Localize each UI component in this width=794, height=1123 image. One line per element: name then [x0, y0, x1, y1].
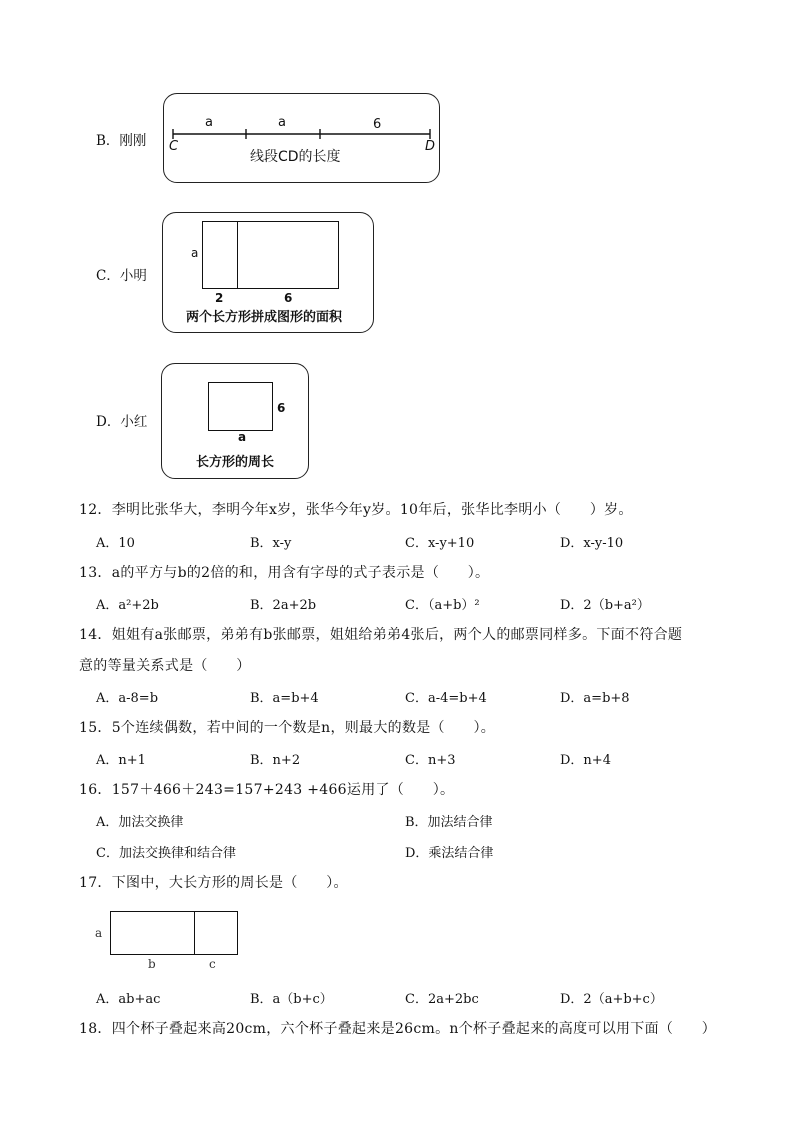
question-14 [79, 624, 682, 644]
q17-option-c[interactable]: C．2a+2bc [405, 992, 479, 1007]
width-label-6: 6 [284, 291, 293, 305]
question-18 [79, 1018, 716, 1038]
question-15 [79, 717, 495, 737]
question-text: a的平方与b的2倍的和，用含有字母的式子表示是（ ）。 [111, 565, 490, 581]
q15-option-a[interactable]: A．n+1 [96, 753, 146, 768]
q17-figure [90, 906, 250, 972]
option-b-label[interactable]: B．刚刚 [96, 133, 147, 149]
divider-line [194, 911, 195, 955]
q16-option-a[interactable]: A．加法交换律 [96, 815, 184, 830]
width-label-c: c [209, 957, 216, 971]
question-number: 15． [79, 720, 112, 736]
question-14-continued: 意的等量关系式是（ ） [79, 658, 251, 674]
q16-option-d[interactable]: D．乘法结合律 [405, 846, 494, 861]
big-rectangle [110, 911, 238, 955]
big-rectangle [202, 221, 339, 289]
question-number: 12． [79, 502, 112, 518]
q12-option-a[interactable]: A．10 [96, 536, 135, 551]
figure-caption: 长方形的周长 [196, 455, 275, 470]
segment-label-a1: a [205, 115, 213, 130]
q14-option-d[interactable]: D．a=b+8 [560, 691, 630, 706]
q14-option-b[interactable]: B．a=b+4 [250, 691, 319, 706]
bottom-label-a: a [238, 430, 247, 444]
endpoint-d: D [425, 139, 436, 154]
q15-option-c[interactable]: C．n+3 [405, 753, 456, 768]
question-16 [79, 779, 454, 799]
q12-option-b[interactable]: B．x-y [250, 536, 292, 551]
rectangle [208, 382, 273, 431]
question-number: 18． [79, 1021, 112, 1037]
question-text: 李明比张华大，李明今年x岁，张华今年y岁。10年后，张华比李明小（ ）岁。 [111, 502, 633, 518]
side-label-6: 6 [277, 401, 286, 415]
q17-option-a[interactable]: A．ab+ac [96, 992, 161, 1007]
side-label-a: a [95, 926, 103, 940]
question-12 [79, 499, 633, 519]
question-text: 5个连续偶数，若中间的一个数是n，则最大的数是（ ）。 [111, 720, 496, 736]
question-text: 157＋466＋243=157+243 +466运用了（ ）。 [111, 782, 455, 798]
width-label-2: 2 [215, 291, 224, 305]
segment-diagram [163, 93, 440, 183]
option-b-figure [163, 93, 440, 183]
q13-option-d[interactable]: D．2（b+a²） [560, 598, 650, 613]
option-d-label[interactable]: D．小红 [96, 414, 148, 430]
endpoint-c: C [169, 139, 179, 154]
question-number: 16． [79, 782, 112, 798]
width-label-b: b [148, 957, 156, 971]
q14-option-a[interactable]: A．a-8=b [96, 691, 159, 706]
question-number: 17． [79, 875, 112, 891]
question-number: 14． [79, 627, 112, 643]
option-d-figure [161, 363, 309, 479]
divider-line [237, 221, 238, 289]
question-text: 姐姐有a张邮票，弟弟有b张邮票，姐姐给弟弟4张后，两个人的邮票同样多。下面不符合题 [111, 627, 683, 643]
q12-option-d[interactable]: D．x-y-10 [560, 536, 624, 551]
side-label-a: a [191, 246, 199, 260]
q16-option-c[interactable]: C．加法交换律和结合律 [96, 846, 236, 861]
option-c-label[interactable]: C．小明 [96, 268, 147, 284]
q17-option-d[interactable]: D．2（a+b+c） [560, 992, 663, 1007]
question-17 [79, 872, 348, 892]
question-13 [79, 562, 489, 582]
option-c-figure [162, 212, 374, 333]
question-number: 13． [79, 565, 112, 581]
q15-option-b[interactable]: B．n+2 [250, 753, 301, 768]
q16-option-b[interactable]: B．加法结合律 [405, 815, 493, 830]
q13-option-b[interactable]: B．2a+2b [250, 598, 317, 613]
segment-label-6: 6 [373, 117, 382, 132]
q15-option-d[interactable]: D．n+4 [560, 753, 611, 768]
q14-option-c[interactable]: C．a-4=b+4 [405, 691, 487, 706]
question-text: 下图中，大长方形的周长是（ ）。 [111, 875, 348, 891]
question-text: 四个杯子叠起来高20cm，六个杯子叠起来是26cm。n个杯子叠起来的高度可以用下面（ ） [111, 1021, 717, 1037]
q17-option-b[interactable]: B．a（b+c） [250, 992, 333, 1007]
figure-caption: 两个长方形拼成图形的面积 [186, 310, 343, 325]
q13-option-c[interactable]: C．（a+b）² [405, 598, 480, 613]
segment-label-a2: a [278, 115, 286, 130]
figure-caption: 线段CD的长度 [250, 149, 341, 165]
q13-option-a[interactable]: A．a²+2b [96, 598, 159, 613]
q12-option-c[interactable]: C．x-y+10 [405, 536, 475, 551]
